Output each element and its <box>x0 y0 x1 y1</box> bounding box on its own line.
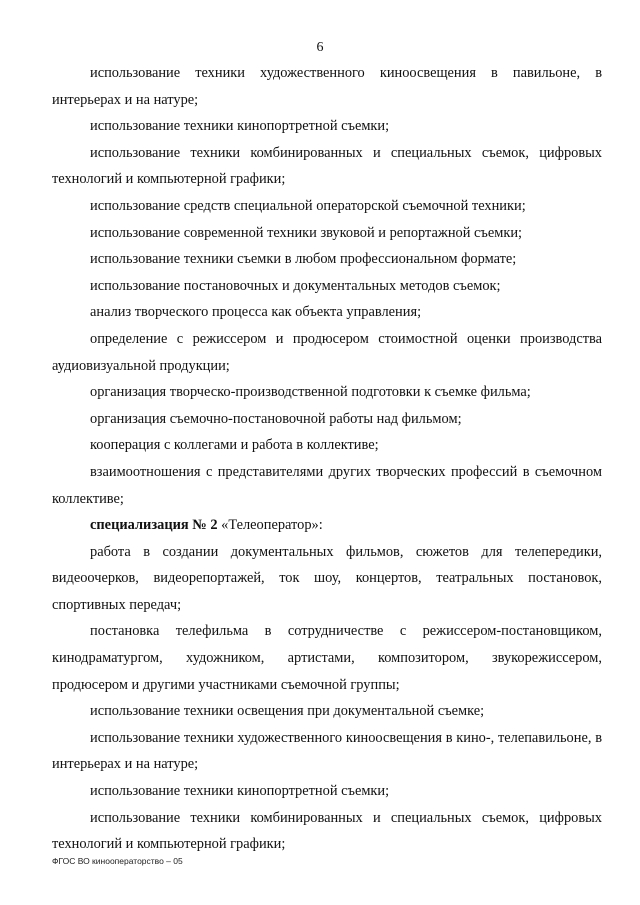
page-number: 6 <box>316 40 324 55</box>
paragraph: использование техники комбинированных и специальных съемок, цифровых технологий и компьютерной графики; <box>52 144 602 188</box>
paragraph: использование техники художественного киноосвещения в павильоне, в интерьерах и на натуре; <box>52 65 602 108</box>
paragraph: взаимоотношения с представителями других творческих профессий в съемочном коллективе; <box>52 463 602 507</box>
specialization-name: «Телеоператор»: <box>221 517 323 534</box>
paragraph: определение с режиссером и продюсером стоимостной оценки производства аудиовизуальной продукции; <box>52 330 602 374</box>
paragraph: использование техники кинопортретной съемки; <box>90 118 390 135</box>
paragraph: использование техники освещения при документальной съемке; <box>90 703 485 720</box>
paragraph: использование постановочных и документальных методов съемок; <box>90 277 501 294</box>
document-body <box>52 60 602 858</box>
paragraph: использование техники кинопортретной съемки; <box>90 783 390 800</box>
paragraph: организация творческо-производственной подготовки к съемке фильма; <box>90 384 531 401</box>
specialization-heading <box>52 512 602 539</box>
paragraph: организация съемочно-постановочной работы над фильмом; <box>90 410 462 427</box>
paragraph: использование техники художественного киноосвещения в кино-, телепавильоне, в интерьерах и на натуре; <box>52 729 602 773</box>
paragraph: кооперация с коллегами и работа в коллективе; <box>90 437 379 454</box>
page-footer: ФГОС ВО кинооператорство – 05 <box>52 856 183 866</box>
specialization-label: специализация № 2 <box>90 517 218 534</box>
paragraph: использование современной техники звуковой и репортажной съемки; <box>90 224 523 241</box>
paragraph: работа в создании документальных фильмов, сюжетов для телепередики, видеоочерков, видеорепортажей, ток шоу, концертов, театральных постановок, спортивных передач; <box>52 543 602 613</box>
paragraph: постановка телефильма в сотрудничестве с режиссером-постановщиком, кинодраматургом, художником, артистами, композитором, звукорежиссером, продюсером и другими участниками съемочной группы; <box>52 623 602 693</box>
paragraph: использование средств специальной операторской съемочной техники; <box>90 197 526 214</box>
paragraph: использование техники комбинированных и специальных съемок, цифровых технологий и компьютерной графики; <box>52 809 602 853</box>
paragraph: использование техники съемки в любом профессиональном формате; <box>90 251 517 268</box>
paragraph: анализ творческого процесса как объекта управления; <box>90 304 422 321</box>
